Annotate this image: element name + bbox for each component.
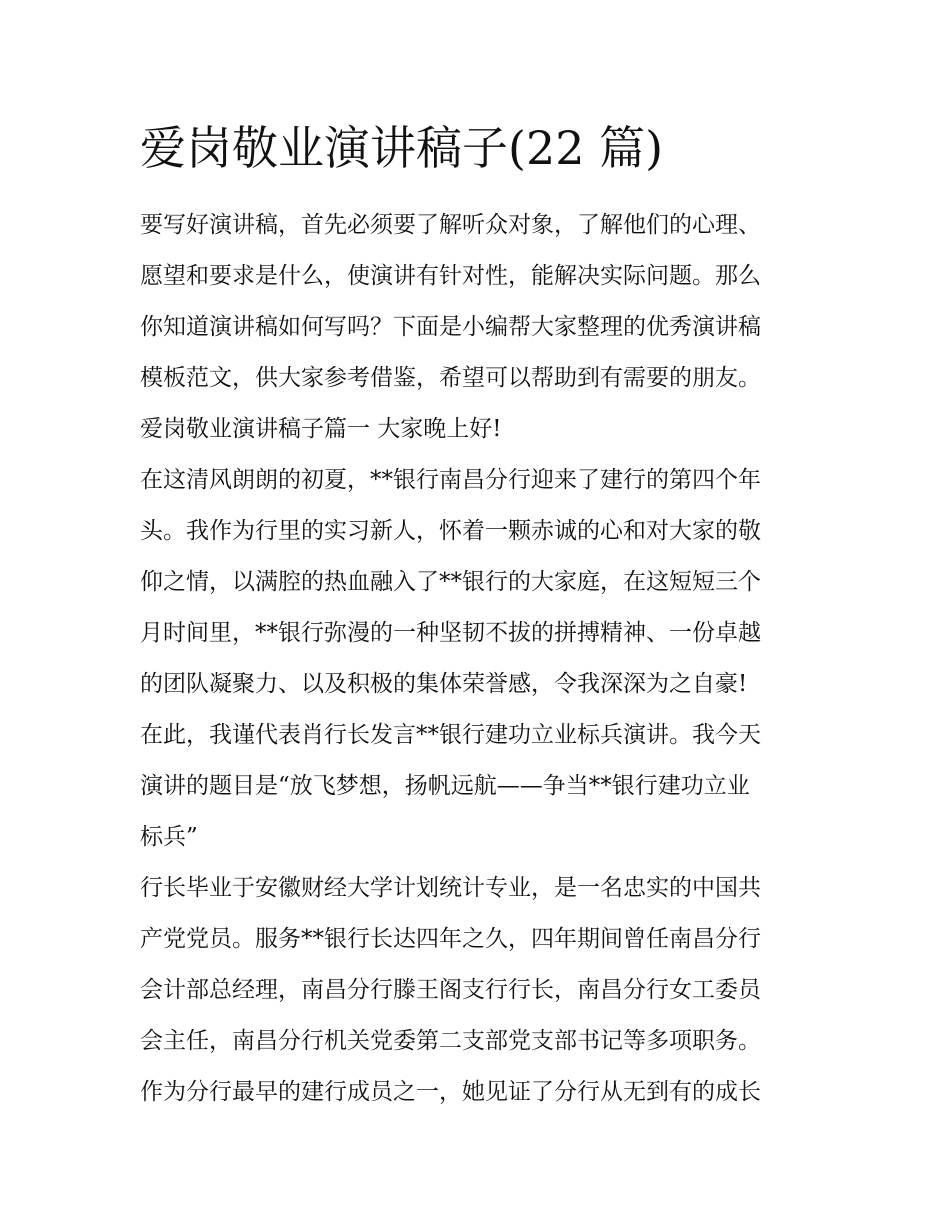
- text-line: 月时间里，**银行弥漫的一种坚韧不拔的拼搏精神、一份卓越: [140, 620, 761, 646]
- text-line: 会计部总经理，南昌分行滕王阁支行行长，南昌分行女工委员: [140, 977, 761, 1003]
- text-line: 在此，我谨代表肖行长发言**银行建功立业标兵演讲。我今天: [140, 722, 761, 748]
- text-line: 演讲的题目是“放飞梦想，扬帆远航——争当**银行建功立业: [140, 773, 750, 799]
- text-line: 行长毕业于安徽财经大学计划统计专业，是一名忠实的中国共: [140, 875, 761, 901]
- text-line: 头。我作为行里的实习新人，怀着一颗赤诚的心和对大家的敬: [140, 518, 761, 544]
- text-line: 模板范文，供大家参考借鉴，希望可以帮助到有需要的朋友。: [140, 365, 761, 391]
- text-line: 在这清风朗朗的初夏，**银行南昌分行迎来了建行的第四个年: [140, 467, 761, 493]
- text-line: 仰之情，以满腔的热血融入了**银行的大家庭，在这短短三个: [140, 569, 761, 595]
- text-line: 的团队凝聚力、以及积极的集体荣誉感，令我深深为之自豪!: [140, 671, 748, 697]
- text-line: 产党党员。服务**银行长达四年之久，四年期间曾任南昌分行: [140, 926, 761, 952]
- text-line: 你知道演讲稿如何写吗？下面是小编帮大家整理的优秀演讲稿: [140, 314, 761, 340]
- document-body: [140, 200, 820, 1118]
- document-title: 爱岗敬业演讲稿子(22 篇): [140, 121, 664, 175]
- section-heading-line: 爱岗敬业演讲稿子篇一 大家晚上好!: [140, 416, 502, 442]
- text-line: 作为分行最早的建行成员之一，她见证了分行从无到有的成长: [140, 1079, 761, 1105]
- text-line: 要写好演讲稿，首先必须要了解听众对象，了解他们的心理、: [140, 212, 761, 238]
- text-line: 标兵”: [140, 824, 198, 850]
- text-line: 会主任，南昌分行机关党委第二支部党支部书记等多项职务。: [140, 1028, 761, 1054]
- text-line: 愿望和要求是什么，使演讲有针对性，能解决实际问题。那么: [140, 263, 761, 289]
